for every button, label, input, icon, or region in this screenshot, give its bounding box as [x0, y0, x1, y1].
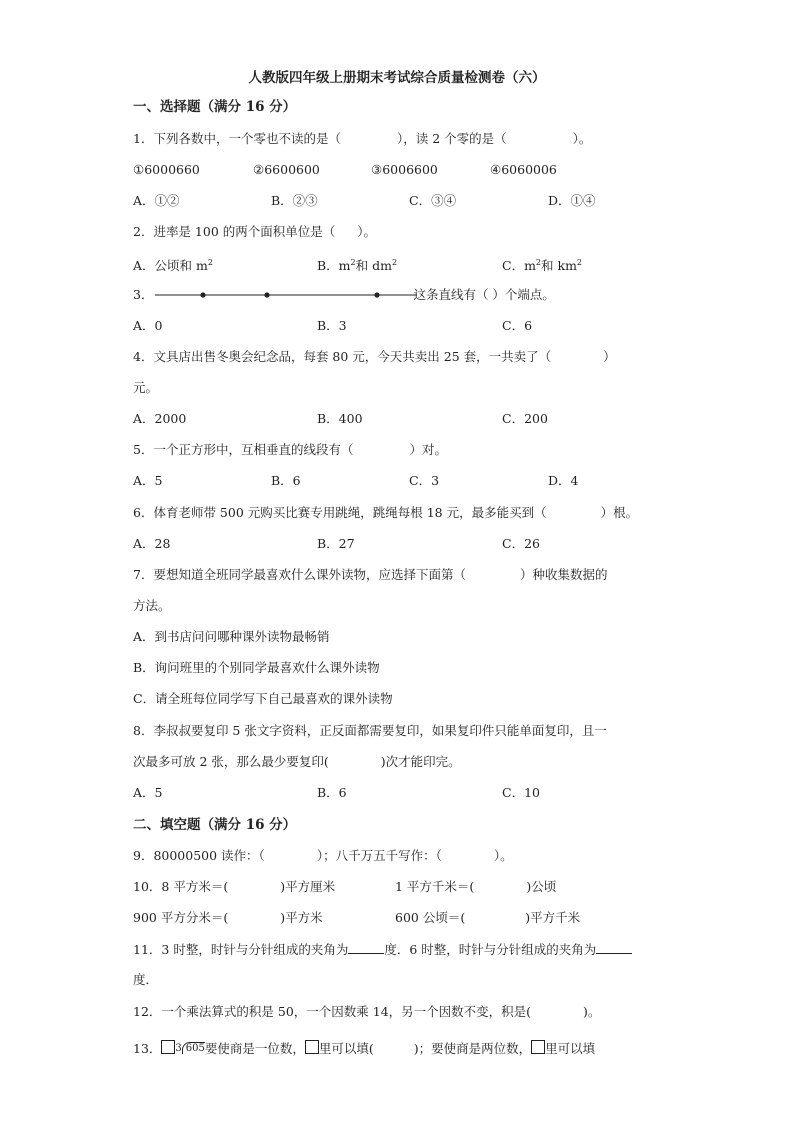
- q3-option-b: B．3: [317, 318, 347, 333]
- question-8-cont: 次最多可放 2 张，那么最少要复印( )次才能印完。: [133, 754, 461, 769]
- question-2: 2．进率是 100 的两个面积单位是（ ）。: [133, 224, 377, 239]
- question-7: 7．要想知道全班同学最喜欢什么课外读物，应选择下面第（ ）种收集数据的: [133, 567, 608, 582]
- question-10-d: 600 公顷＝( )平方千米: [395, 910, 581, 925]
- line-with-points-figure: [155, 287, 417, 303]
- question-4-cont: 元。: [133, 380, 159, 395]
- q1-number-1: ①6000660: [133, 162, 200, 177]
- q1-option-a: A．①②: [133, 193, 180, 208]
- question-11: 11．3 时整，时针与分针组成的夹角为 度．6 时整，时针与分针组成的夹角为: [133, 940, 632, 959]
- answer-blank[interactable]: [596, 940, 632, 954]
- question-6: 6．体育老师带 500 元购买比赛专用跳绳，跳绳每根 18 元，最多能买到（ ）根。: [133, 505, 639, 520]
- question-1: 1．下列各数中，一个零也不读的是（ ），读 2 个零的是（ ）。: [133, 131, 592, 146]
- q1-number-3: ③6006600: [371, 162, 438, 177]
- question-11-cont: 度．: [133, 972, 159, 987]
- q8-option-c: C．10: [502, 785, 540, 800]
- q3-option-a: A．0: [133, 318, 163, 333]
- q2-option-b: B．$m^2$和 $dm^2$: [317, 258, 398, 274]
- blank-box: [161, 1040, 175, 1054]
- q1-option-d: D．①④: [548, 193, 596, 208]
- question-5: 5．一个正方形中，互相垂直的线段有（ ）对。: [133, 442, 447, 457]
- q6-option-c: C．26: [502, 536, 540, 551]
- question-7-cont: 方法。: [133, 598, 171, 613]
- answer-blank[interactable]: [348, 940, 384, 954]
- q6-option-a: A．28: [133, 536, 171, 551]
- q1-option-c: C．③④: [409, 193, 457, 208]
- q7-option-a: A．到书店问问哪种课外读物最畅销: [133, 629, 330, 644]
- q5-option-b: B．6: [271, 473, 301, 488]
- question-8: 8．李叔叔要复印 5 张文字资料，正反面都需要复印，如果复印件只能单面复印，且一: [133, 723, 607, 738]
- point-2: [264, 292, 269, 297]
- q5-option-c: C．3: [409, 473, 440, 488]
- q2-option-a: A．公顷和 $m^2$: [133, 258, 213, 274]
- q3-option-c: C．6: [502, 318, 533, 333]
- question-9: 9．80000500 读作：（ ）；八千万五千写作：（ ）。: [133, 848, 513, 863]
- q2-option-c: C．$m^2$和 $km^2$: [502, 258, 583, 274]
- question-3: 3． 这条直线有（ ）个端点。: [133, 287, 555, 302]
- q8-option-a: A．5: [133, 785, 163, 800]
- q4-option-a: A．2000: [133, 411, 187, 426]
- q4-option-c: C．200: [502, 411, 548, 426]
- q5-option-a: A．5: [133, 473, 163, 488]
- q6-option-b: B．27: [317, 536, 355, 551]
- q1-number-2: ②6600600: [253, 162, 320, 177]
- question-13: 13． 3 605要使商是一位数， 里可以填( )；要使商是两位数， 里可以填: [133, 1041, 596, 1056]
- q1-number-4: ④6060006: [490, 162, 557, 177]
- section-heading-fill: 二、填空题（满分 16 分）: [133, 817, 297, 833]
- question-10-c: 900 平方分米＝( )平方米: [133, 910, 323, 925]
- question-4: 4．文具店出售冬奥会纪念品，每套 80 元，今天共卖出 25 套，一共卖了（ ）: [133, 349, 616, 364]
- q4-option-b: B．400: [317, 411, 363, 426]
- q8-option-b: B．6: [317, 785, 347, 800]
- question-12: 12．一个乘法算式的积是 50，一个因数乘 14，另一个因数不变，积是( )。: [133, 1004, 601, 1019]
- point-1: [200, 292, 205, 297]
- page-title: 人教版四年级上册期末考试综合质量检测卷（六）: [248, 70, 546, 86]
- question-10-a: 10．8 平方米＝( )平方厘米: [133, 879, 336, 894]
- q7-option-c: C．请全班每位同学写下自己最喜欢的课外读物: [133, 691, 393, 706]
- q5-option-d: D．4: [548, 473, 579, 488]
- long-division-expression: 3 605: [175, 1043, 205, 1054]
- blank-box: [531, 1040, 545, 1054]
- question-10-b: 1 平方千米＝( )公顷: [395, 879, 557, 894]
- q1-option-b: B．②③: [271, 193, 318, 208]
- q7-option-b: B．询问班里的个别同学最喜欢什么课外读物: [133, 660, 380, 675]
- point-3: [374, 292, 379, 297]
- section-heading-choice: 一、选择题（满分 16 分）: [133, 99, 297, 115]
- blank-box: [305, 1040, 319, 1054]
